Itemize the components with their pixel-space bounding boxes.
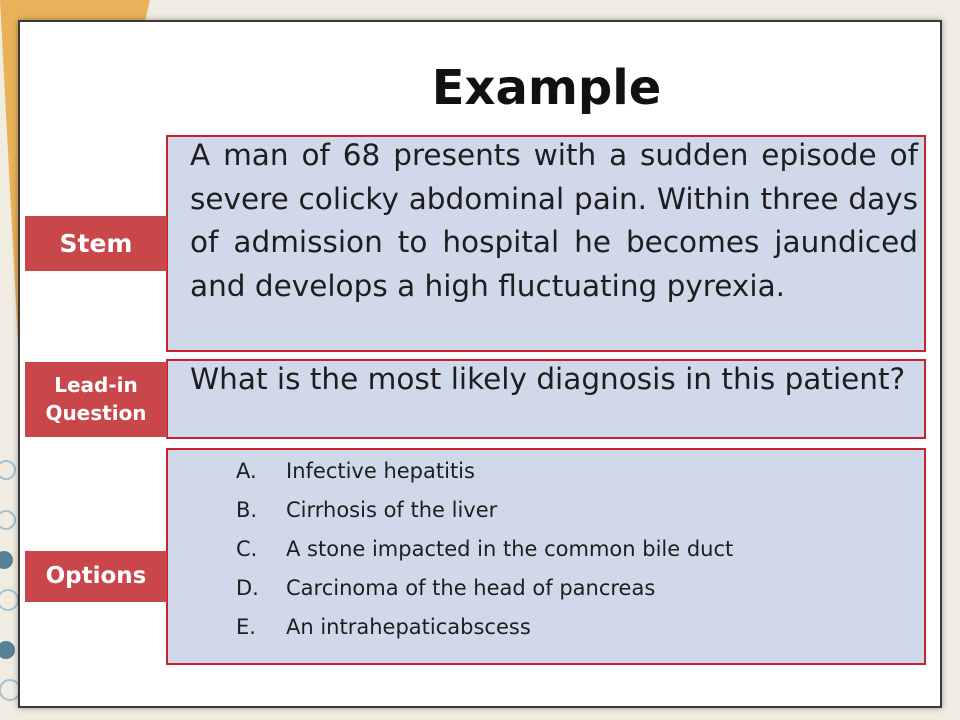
option-item (236, 608, 733, 647)
stem-text: A man of 68 presents with a sudden episode of severe colicky abdominal pain. Within three days of admission to hospital he becomes jaundiced and develops a high fluctuating pyrexia. (190, 138, 918, 303)
option-item (236, 569, 733, 608)
option-item (236, 530, 733, 569)
slide-title: Example (431, 60, 662, 116)
option-letter: D. (236, 576, 259, 600)
lead-in-label-line2: Question (45, 401, 147, 425)
option-item (236, 452, 733, 491)
option-text: Carcinoma of the head of pancreas (286, 576, 656, 600)
option-letter: A. (236, 459, 257, 483)
option-letter: B. (236, 498, 258, 522)
options-list (236, 452, 733, 647)
option-text: An intrahepaticabscess (286, 615, 531, 639)
stem-label: Stem (25, 216, 167, 271)
option-letter: C. (236, 537, 258, 561)
lead-in-question-text: What is the most likely diagnosis in this patient? (190, 362, 906, 396)
option-letter: E. (236, 615, 256, 639)
option-text: Cirrhosis of the liver (286, 498, 498, 522)
option-text: A stone impacted in the common bile duct (286, 537, 734, 561)
option-text: Infective hepatitis (286, 459, 475, 483)
option-item (236, 491, 733, 530)
lead-in-label-line1: Lead-in (54, 373, 138, 397)
lead-in-label (25, 362, 167, 437)
options-label: Options (25, 551, 167, 602)
